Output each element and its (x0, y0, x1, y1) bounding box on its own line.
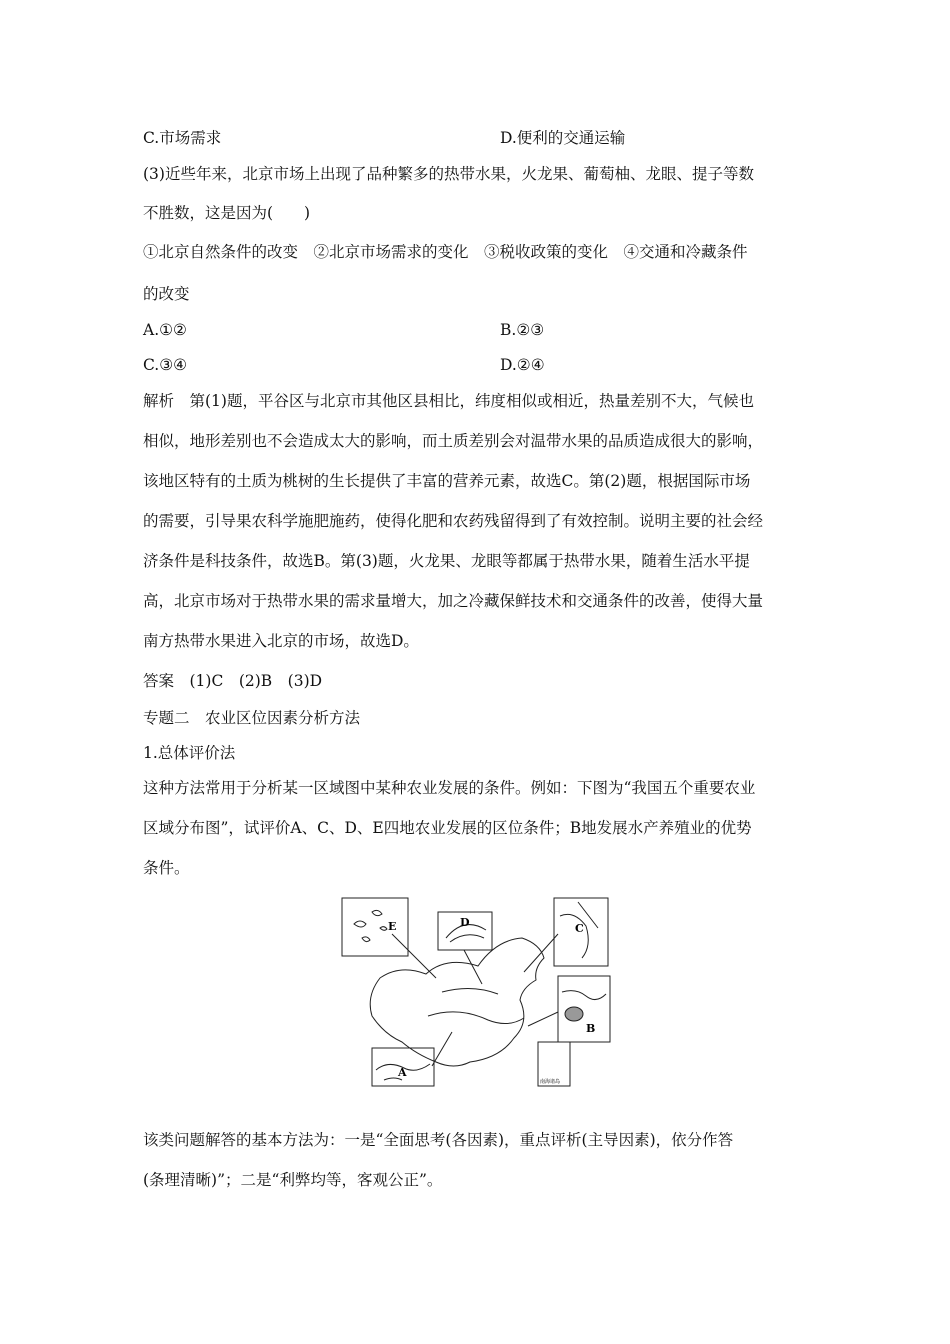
option-c: C.③④ (143, 356, 188, 374)
intro-line3: 条件。 (143, 859, 190, 877)
option-d: D.②④ (500, 356, 545, 374)
question-3-line2: 不胜数，这是因为( ) (143, 204, 311, 222)
analysis-line7: 南方热带水果进入北京的市场，故选D。 (143, 632, 419, 650)
inset-b-river (562, 991, 606, 1000)
analysis-line4: 的需要，引导果农科学施肥施药，使得化肥和农药残留得到了有效控制。说明主要的社会经 (143, 512, 764, 530)
south-sea-inset-label: 南海诸岛 (540, 1079, 561, 1085)
map-label-e: E (388, 920, 397, 933)
question-3-line1: (3)近些年来，北京市场上出现了品种繁多的热带水果，火龙果、葡萄柚、龙眼、提子等数 (143, 165, 754, 183)
inset-e-frame (342, 898, 408, 956)
intro-line1: 这种方法常用于分析某一区域图中某种农业发展的条件。例如：下图为“我国五个重要农业 (143, 779, 756, 797)
map-label-a: A (398, 1066, 407, 1079)
map-label-d: D (460, 916, 470, 929)
inset-b-lake (565, 1007, 583, 1021)
analysis-line2: 相似，地形差别也不会造成太大的影响，而土质差别会对温带水果的品质造成很大的影响， (143, 432, 764, 450)
china-map-figure (332, 894, 616, 1090)
answer: 答案 (1)C (2)B (3)D (143, 672, 323, 690)
map-label-c: C (575, 922, 584, 935)
agricultural-regions-map (332, 894, 616, 1090)
option-b: B.②③ (500, 321, 545, 339)
option-d-top: D.便利的交通运输 (500, 129, 626, 147)
yellow-river (442, 988, 498, 994)
topic-heading: 专题二 农业区位因素分析方法 (143, 709, 361, 727)
question-3-statements-line1: ①北京自然条件的改变 ②北京市场需求的变化 ③税收政策的变化 ④交通和冷藏条件 (143, 243, 748, 261)
inset-b-frame (558, 976, 610, 1042)
method-heading: 1.总体评价法 (143, 744, 236, 762)
pointer-arrows (392, 934, 558, 1066)
option-c-top: C.市场需求 (143, 129, 222, 147)
map-label-b: B (586, 1022, 596, 1035)
question-3-statements-line2: 的改变 (143, 285, 190, 303)
closing-line1: 该类问题解答的基本方法为：一是“全面思考(各因素)，重点评析(主导因素)，依分作答 (143, 1131, 734, 1149)
yangtze-river (428, 1012, 524, 1024)
analysis-line3: 该地区特有的土质为桃树的生长提供了丰富的营养元素，故选C。第(2)题，根据国际市场 (143, 472, 751, 490)
closing-line2: (条理清晰)”；二是“利弊均等，客观公正”。 (143, 1171, 443, 1189)
intro-line2: 区域分布图”，试评价A、C、D、E四地农业发展的区位条件；B地发展水产养殖业的优势 (143, 819, 752, 837)
inset-e-lakes (354, 910, 387, 941)
option-a: A.①② (143, 321, 187, 339)
china-outline (370, 938, 544, 1066)
analysis-line5: 济条件是科技条件，故选B。第(3)题，火龙果、龙眼等都属于热带水果，随着生活水平提 (143, 552, 750, 570)
analysis-line1: 解析 第(1)题，平谷区与北京市其他区县相比，纬度相似或相近，热量差别不大，气候也 (143, 392, 754, 410)
analysis-line6: 高，北京市场对于热带水果的需求量增大，加之冷藏保鲜技术和交通条件的改善，使得大量 (143, 592, 764, 610)
